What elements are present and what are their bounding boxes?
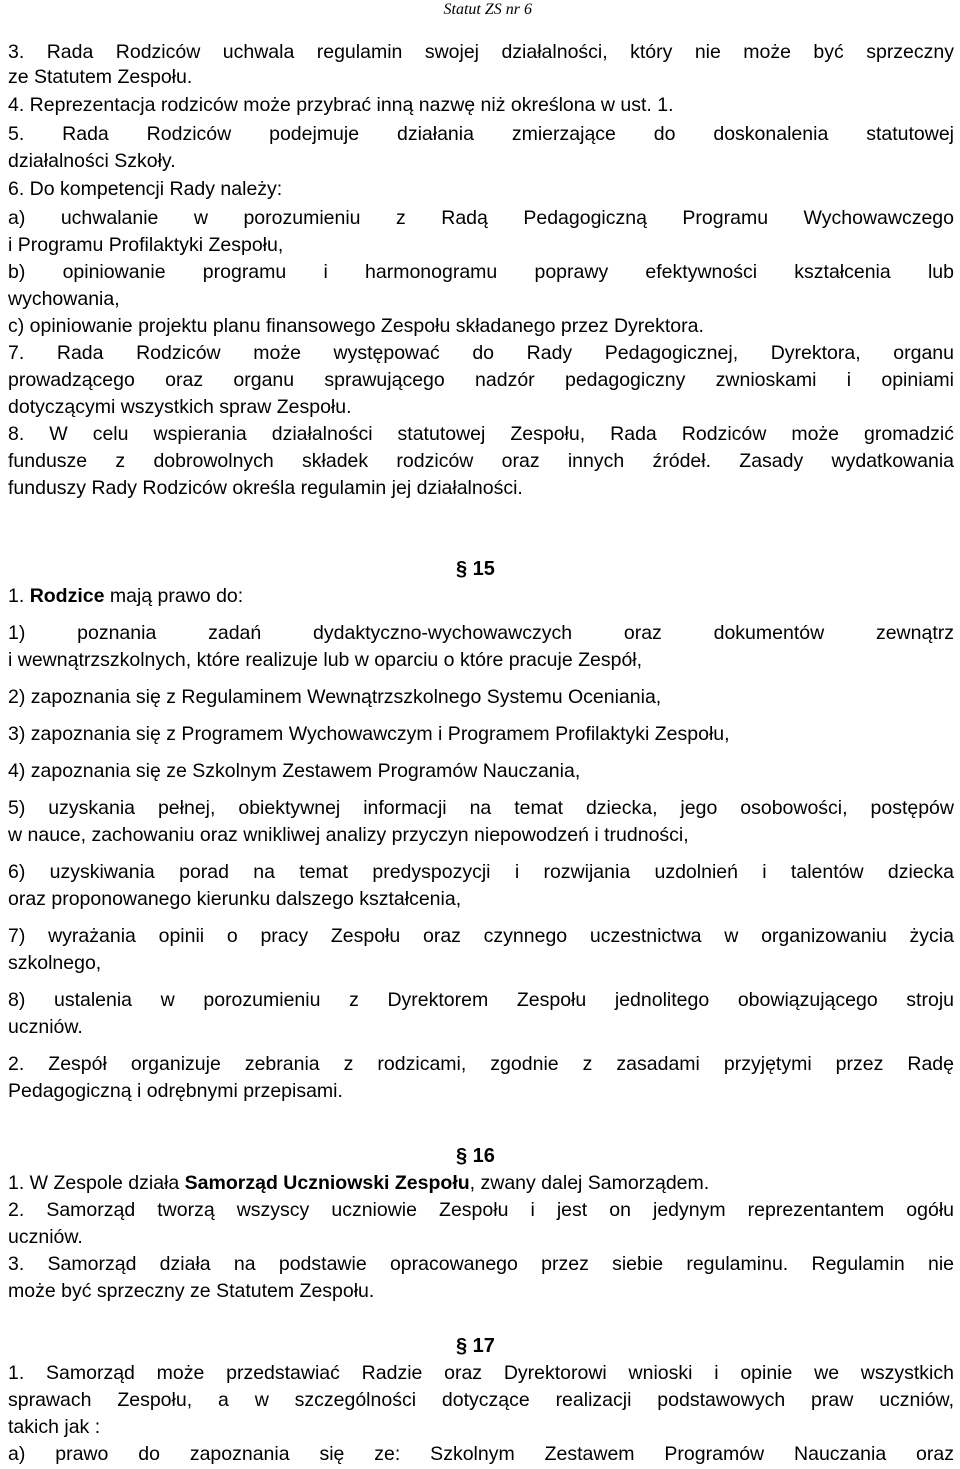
section-15-heading: § 15: [456, 558, 495, 580]
right-item-4: 4) zapoznania się ze Szkolnym Zestawem Programów Nauczania,: [8, 760, 581, 782]
paragraph-8-line-3: funduszy Rady Rodziców określa regulamin jej działalności.: [8, 477, 523, 499]
p1-post: , zwany dalej Samorządem.: [469, 1172, 710, 1194]
right-item-1-line-1: 1) poznania zadań dydaktyczno-wychowawczych oraz dokumentów zewnątrz: [8, 622, 954, 644]
right-item-3: 3) zapoznania się z Programem Wychowawczym i Programem Profilaktyki Zespołu,: [8, 723, 730, 745]
paragraph-8-line-1: 8. W celu wspierania działalności statutowej Zespołu, Rada Rodziców może gromadzić: [8, 423, 954, 445]
paragraph-7-line-1: 7. Rada Rodziców może występować do Rady Pedagogicznej, Dyrektora, organu: [8, 342, 954, 364]
section-15-paragraph-2-line-1: 2. Zespół organizuje zebrania z rodzicami, zgodnie z zasadami przyjętymi przez Radę: [8, 1053, 954, 1075]
section-16-paragraph-1: [8, 1170, 954, 1196]
p1-bold: Samorząd Uczniowski Zespołu: [184, 1172, 470, 1194]
section-16-heading: § 16: [456, 1145, 495, 1167]
right-item-8-line-1: 8) ustalenia w porozumieniu z Dyrektorem Zespołu jednolitego obowiązującego stroju: [8, 989, 954, 1011]
section-17-heading: § 17: [456, 1335, 495, 1357]
section-17-point-a: a) prawo do zapoznania się ze: Szkolnym Zestawem Programów Nauczania oraz: [8, 1443, 954, 1465]
right-item-5-line-1: 5) uzyskania pełnej, obiektywnej informacji na temat dziecka, jego osobowości, postępów: [8, 797, 954, 819]
right-item-2: 2) zapoznania się z Regulaminem Wewnątrzszkolnego Systemu Oceniania,: [8, 686, 662, 708]
paragraph-6a-line-2: i Programu Profilaktyki Zespołu,: [8, 234, 284, 256]
page-header: Statut ZS nr 6: [443, 1, 532, 18]
paragraph-6c: c) opiniowanie projektu planu finansowego Zespołu składanego przez Dyrektora.: [8, 315, 704, 337]
section-16-paragraph-2-line-1: 2. Samorząd tworzą wszyscy uczniowie Zespołu i jest on jedynym reprezentantem ogółu: [8, 1199, 954, 1221]
section-17-paragraph-1-line-3: takich jak :: [8, 1416, 101, 1438]
intro-bold: Rodzice: [29, 585, 105, 607]
paragraph-5-line-2: działalności Szkoły.: [8, 150, 176, 172]
paragraph-7-line-3: dotyczącymi wszystkich spraw Zespołu.: [8, 396, 352, 418]
paragraph-6b-line-2: wychowania,: [8, 288, 120, 310]
paragraph-6b-line-1: b) opiniowanie programu i harmonogramu poprawy efektywności kształcenia lub: [8, 261, 954, 283]
section-15-intro: [8, 583, 954, 609]
right-item-5-line-2: w nauce, zachowaniu oraz wnikliwej analizy przyczyn niepowodzeń i trudności,: [8, 824, 689, 846]
section-15-paragraph-2-line-2: Pedagogiczną i odrębnymi przepisami.: [8, 1080, 343, 1102]
section-17-paragraph-1-line-2: sprawach Zespołu, a w szczególności dotyczące realizacji podstawowych praw uczniów,: [8, 1389, 954, 1411]
right-item-6-line-2: oraz proponowanego kierunku dalszego kształcenia,: [8, 888, 462, 910]
right-item-8-line-2: uczniów.: [8, 1016, 83, 1038]
intro-rest: mają prawo do:: [104, 585, 244, 607]
paragraph-3-line-2: ze Statutem Zespołu.: [8, 66, 193, 88]
paragraph-7-line-2: prowadzącego oraz organu sprawującego nadzór pedagogiczny zwnioskami i opiniami: [8, 369, 954, 391]
right-item-7-line-1: 7) wyrażania opinii o pracy Zespołu oraz czynnego uczestnictwa w organizowaniu życia: [8, 925, 954, 947]
paragraph-3-line-1: 3. Rada Rodziców uchwala regulamin swojej działalności, który nie może być sprzeczny: [8, 41, 954, 63]
intro-number: 1.: [8, 585, 30, 607]
right-item-1-line-2: i wewnątrzszkolnych, które realizuje lub w oparciu o które pracuje Zespół,: [8, 649, 643, 671]
right-item-7-line-2: szkolnego,: [8, 952, 102, 974]
section-16-paragraph-3-line-2: może być sprzeczny ze Statutem Zespołu.: [8, 1280, 375, 1302]
paragraph-5-line-1: 5. Rada Rodziców podejmuje działania zmierzające do doskonalenia statutowej: [8, 123, 954, 145]
right-item-6-line-1: 6) uzyskiwania porad na temat predyspozycji i rozwijania uzdolnień i talentów dziecka: [8, 861, 954, 883]
paragraph-6: 6. Do kompetencji Rady należy:: [8, 178, 283, 200]
p1-pre: 1. W Zespole działa: [8, 1172, 185, 1194]
section-16-paragraph-2-line-2: uczniów.: [8, 1226, 83, 1248]
paragraph-8-line-2: fundusze z dobrowolnych składek rodziców oraz innych źródeł. Zasady wydatkowania: [8, 450, 954, 472]
section-16-paragraph-3-line-1: 3. Samorząd działa na podstawie opracowanego przez siebie regulaminu. Regulamin nie: [8, 1253, 954, 1275]
paragraph-4: 4. Reprezentacja rodziców może przybrać inną nazwę niż określona w ust. 1.: [8, 94, 674, 116]
paragraph-6a-line-1: a) uchwalanie w porozumieniu z Radą Pedagogiczną Programu Wychowawczego: [8, 207, 954, 229]
section-17-paragraph-1-line-1: 1. Samorząd może przedstawiać Radzie oraz Dyrektorowi wnioski i opinie we wszystkich: [8, 1362, 954, 1384]
